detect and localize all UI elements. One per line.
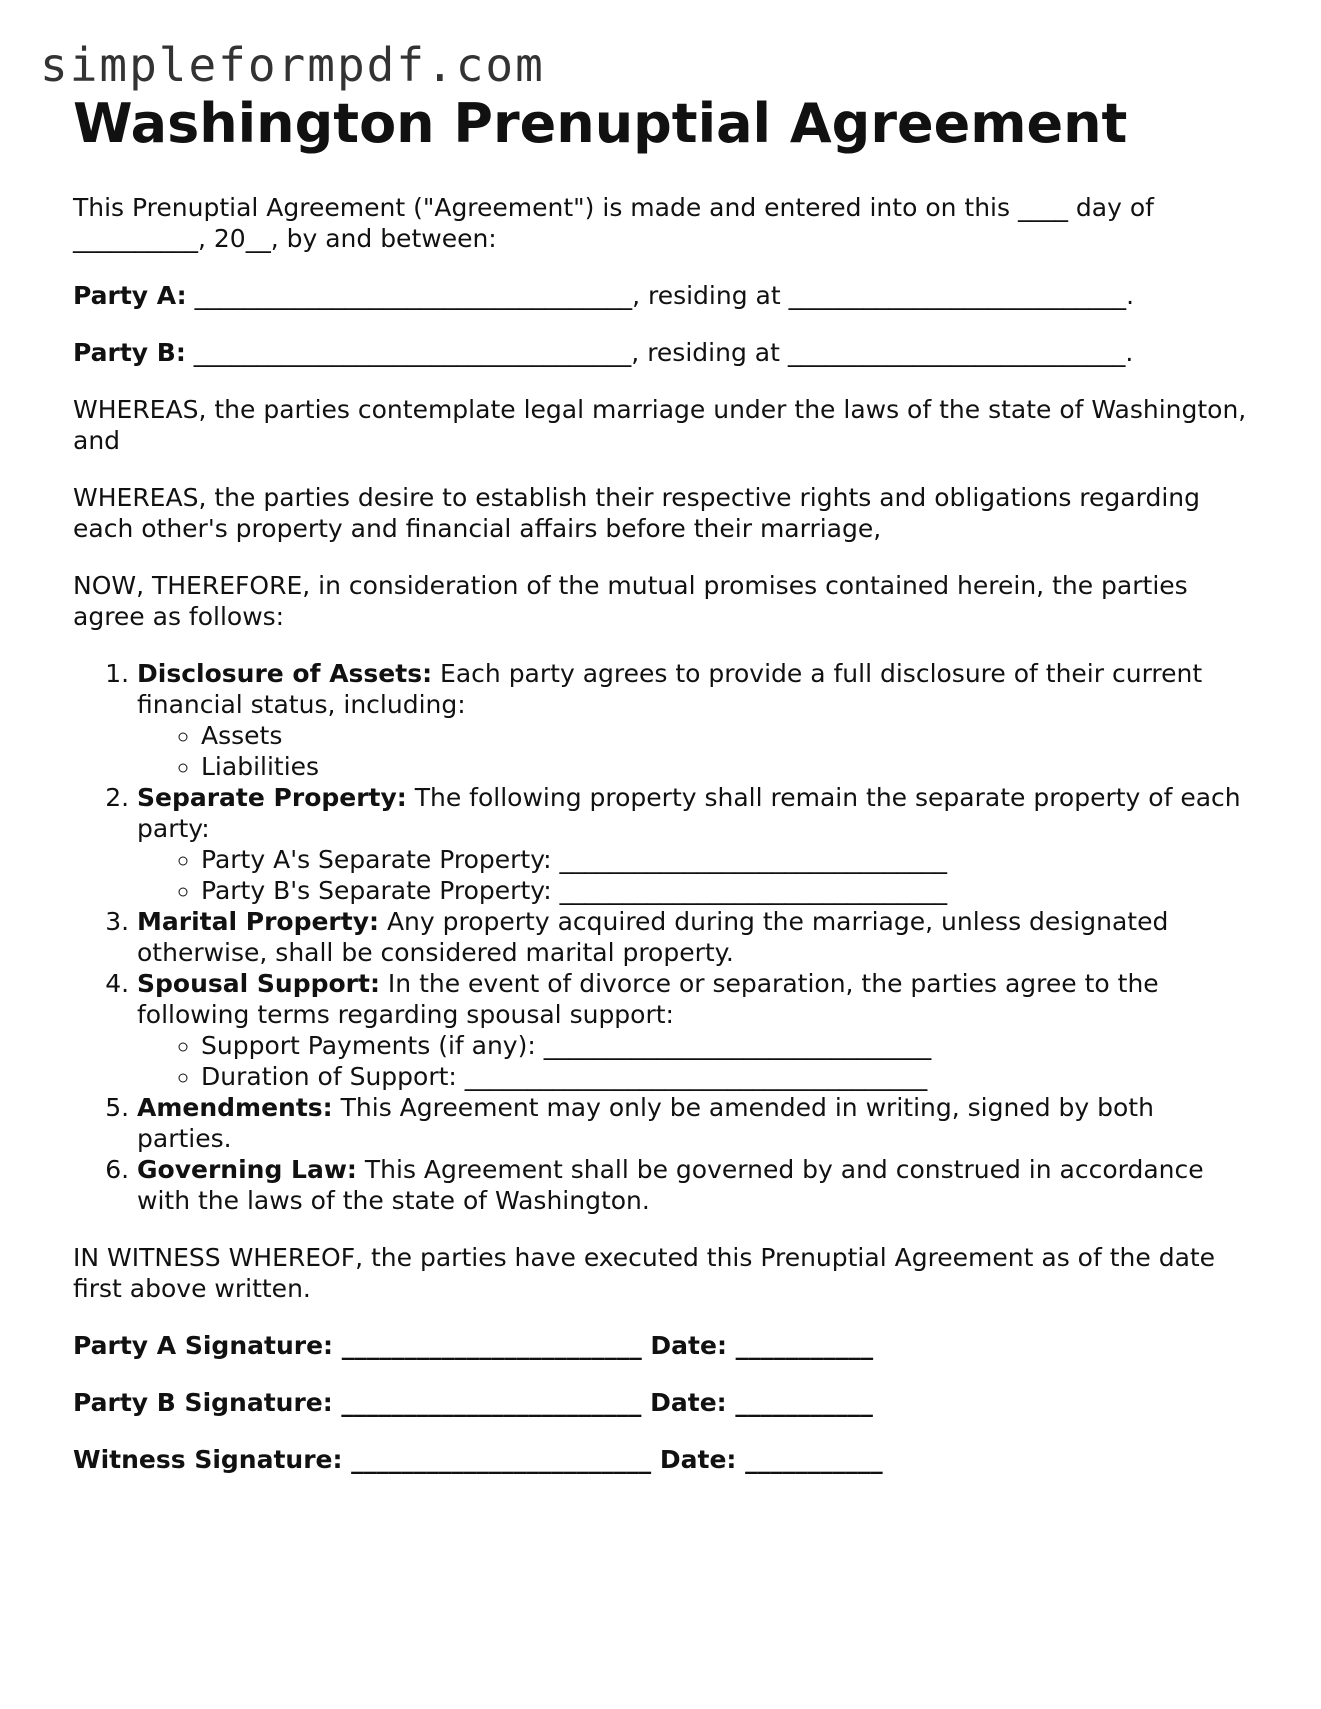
clause-heading: Governing Law: bbox=[137, 1155, 357, 1184]
document-body bbox=[73, 92, 1253, 1501]
clause-disclosure-of-assets bbox=[137, 658, 1253, 782]
intro-line-1: This Prenuptial Agreement ("Agreement") is made and entered into on this ____ day of bbox=[73, 193, 1154, 222]
signature-label: Witness Signature: ________________________ Date: ___________ bbox=[73, 1445, 883, 1474]
subitem-support-payments: ◦ Support Payments (if any): _______________________________ bbox=[201, 1030, 1253, 1061]
clause-spousal-support bbox=[137, 968, 1253, 1092]
clause-separate-property bbox=[137, 782, 1253, 906]
signature-line-party-b bbox=[73, 1387, 1253, 1418]
clause-subitems bbox=[137, 844, 1253, 906]
clause-amendments bbox=[137, 1092, 1253, 1154]
clause-text: The following property shall remain the separate property of each party: bbox=[137, 783, 1241, 843]
clause-text: This Agreement shall be governed by and construed in accordance with the laws of the state of Washington. bbox=[137, 1155, 1204, 1215]
clause-heading: Amendments: bbox=[137, 1093, 333, 1122]
signature-line-witness bbox=[73, 1444, 1253, 1475]
clause-text: In the event of divorce or separation, the parties agree to the following terms regarding spousal support: bbox=[137, 969, 1159, 1029]
whereas-paragraph-2: WHEREAS, the parties desire to establish their respective rights and obligations regarding each other's property and financial affairs before their marriage, bbox=[73, 483, 1200, 543]
subitem-duration-of-support: ◦ Duration of Support: _____________________________________ bbox=[201, 1061, 1253, 1092]
whereas-paragraph-1: WHEREAS, the parties contemplate legal marriage under the laws of the state of Washington, and bbox=[73, 395, 1247, 455]
clause-list bbox=[73, 658, 1253, 1216]
signature-label: Party A Signature: ________________________ Date: ___________ bbox=[73, 1331, 874, 1360]
intro-paragraph bbox=[73, 192, 1253, 254]
clause-text: This Agreement may only be amended in writing, signed by both parties. bbox=[137, 1093, 1154, 1153]
party-a-line bbox=[73, 280, 1253, 311]
clause-governing-law bbox=[137, 1154, 1253, 1216]
clause-subitems bbox=[137, 1030, 1253, 1092]
party-b-line bbox=[73, 337, 1253, 368]
clause-heading: Marital Property: bbox=[137, 907, 379, 936]
subitem-assets: ◦ Assets bbox=[201, 720, 1253, 751]
party-a-text: ___________________________________, residing at ___________________________. bbox=[186, 281, 1135, 310]
subitem-party-a-separate-property: ◦ Party A's Separate Property: _______________________________ bbox=[201, 844, 1253, 875]
clause-marital-property bbox=[137, 906, 1253, 968]
clause-subitems bbox=[137, 720, 1253, 782]
witness-clause: IN WITNESS WHEREOF, the parties have executed this Prenuptial Agreement as of the date first above written. bbox=[73, 1243, 1216, 1303]
party-a-label: Party A: bbox=[73, 281, 187, 310]
subitem-party-b-separate-property: ◦ Party B's Separate Property: _______________________________ bbox=[201, 875, 1253, 906]
clause-heading: Separate Property: bbox=[137, 783, 407, 812]
clause-text: Any property acquired during the marriage, unless designated otherwise, shall be considered marital property. bbox=[137, 907, 1169, 967]
subitem-liabilities: ◦ Liabilities bbox=[201, 751, 1253, 782]
clause-heading: Disclosure of Assets: bbox=[137, 659, 433, 688]
signature-line-party-a bbox=[73, 1330, 1253, 1361]
signature-label: Party B Signature: ________________________ Date: ___________ bbox=[73, 1388, 873, 1417]
now-therefore-paragraph: NOW, THEREFORE, in consideration of the mutual promises contained herein, the parties agree as follows: bbox=[73, 571, 1188, 631]
clause-heading: Spousal Support: bbox=[137, 969, 380, 998]
party-b-text: ___________________________________, residing at ___________________________. bbox=[185, 338, 1134, 367]
document-title: Washington Prenuptial Agreement bbox=[73, 92, 1128, 155]
party-b-label: Party B: bbox=[73, 338, 186, 367]
intro-line-2: __________, 20__, by and between: bbox=[73, 224, 497, 253]
watermark: simpleformpdf.com bbox=[40, 38, 545, 92]
clause-text: Each party agrees to provide a full disclosure of their current financial status, including: bbox=[137, 659, 1203, 719]
